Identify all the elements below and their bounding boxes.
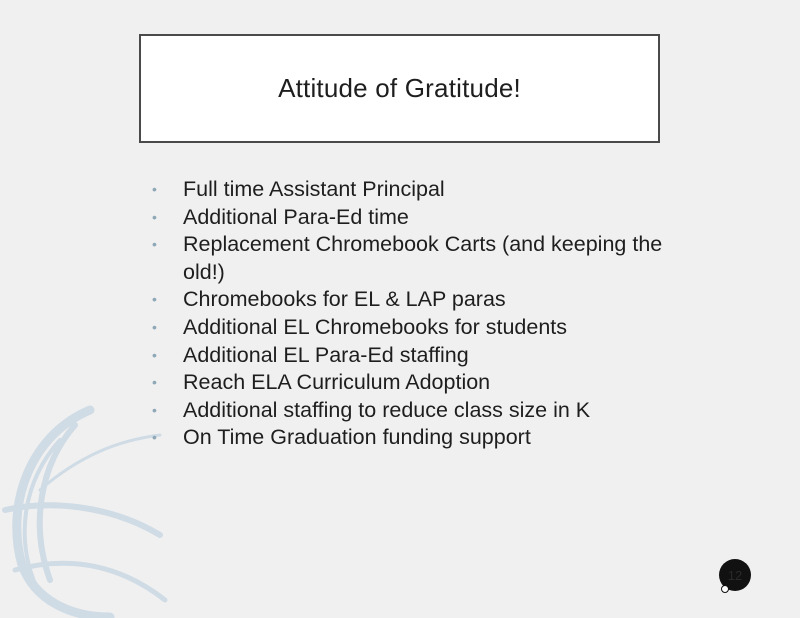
page-marker-dot	[721, 585, 729, 593]
bullet-dot-icon: •	[152, 429, 157, 446]
bullet-dot-icon: •	[152, 374, 157, 391]
bullet-item	[152, 204, 672, 232]
bullet-dot-icon: •	[152, 346, 157, 363]
bullet-item	[152, 231, 672, 286]
bullet-dot-icon: •	[152, 208, 157, 225]
bullet-text: Additional EL Para-Ed staffing	[183, 342, 469, 367]
bullet-list	[152, 176, 672, 452]
title-box	[139, 34, 660, 143]
bullet-item	[152, 314, 672, 342]
bullet-text: Additional Para-Ed time	[183, 204, 409, 229]
bullet-item	[152, 286, 672, 314]
bullet-dot-icon: •	[152, 291, 157, 308]
bullet-dot-icon: •	[152, 181, 157, 197]
bullet-text: Replacement Chromebook Carts (and keeping the old!)	[183, 232, 663, 284]
bullet-text: Full time Assistant Principal	[183, 177, 445, 201]
bullet-text: Reach ELA Curriculum Adoption	[183, 370, 491, 395]
bullet-item	[152, 369, 672, 397]
bullet-text: On Time Graduation funding support	[183, 425, 531, 450]
bullet-item	[152, 342, 672, 370]
bullet-dot-icon: •	[152, 318, 157, 335]
bullet-text: Chromebooks for EL & LAP paras	[183, 287, 506, 312]
bullet-dot-icon: •	[152, 236, 157, 253]
bullet-item	[152, 397, 672, 425]
bullet-dot-icon: •	[152, 401, 157, 418]
bullet-text: Additional staffing to reduce class size in K	[183, 397, 591, 422]
bullet-text: Additional EL Chromebooks for students	[183, 314, 568, 339]
page-number-text: 12	[727, 567, 743, 583]
slide-title: Attitude of Gratitude!	[278, 73, 521, 103]
bullet-item	[152, 176, 672, 204]
bullet-item	[152, 424, 672, 452]
